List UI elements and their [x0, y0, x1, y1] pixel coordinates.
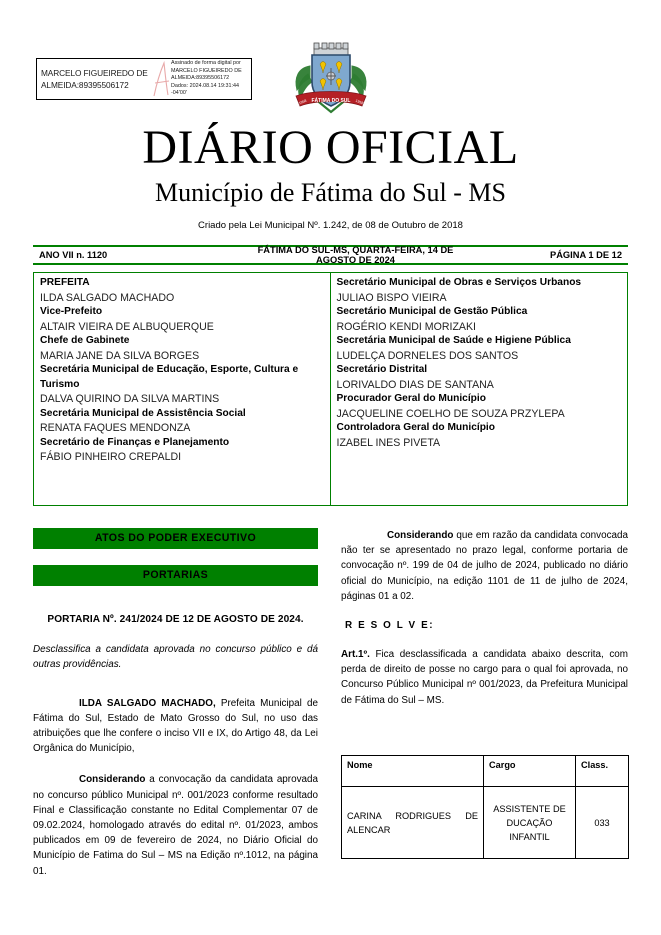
official-role: Secretária Municipal de Educação, Esporte, Cultura e Turismo	[40, 364, 299, 390]
official-role: Secretária Municipal de Saúde e Higiene Pública	[336, 335, 571, 346]
column-header-nome: Nome	[342, 756, 484, 787]
signature-flourish-icon	[153, 59, 171, 99]
masthead	[0, 122, 661, 233]
official-role: Secretário Municipal de Obras e Serviços Urbanos	[336, 277, 582, 288]
officials-column-left	[34, 273, 331, 505]
signature-details	[171, 60, 251, 97]
official-name: JACQUELINE COELHO DE SOUZA PRZYLEPA	[336, 407, 565, 420]
portaria-title: PORTARIA Nº. 241/2024 DE 12 DE AGOSTO DE 2024.	[47, 614, 304, 625]
official-role: Procurador Geral do Município	[336, 393, 486, 404]
preamble-mayor-name: ILDA SALGADO MACHADO,	[79, 697, 216, 709]
body-column-left	[33, 528, 318, 879]
table-header-row	[342, 756, 629, 787]
official-role: PREFEITA	[40, 277, 90, 288]
column-header-cargo: Cargo	[484, 756, 576, 787]
signature-detail-line2: MARCELO FIGUEIREDO DE	[171, 67, 242, 74]
official-role: Secretário de Finanças e Planejamento	[40, 436, 230, 448]
cell-class: 033	[576, 787, 629, 859]
table-row	[342, 787, 629, 859]
section-banner-executive-acts: ATOS DO PODER EXECUTIVO	[33, 528, 318, 549]
official-role: Controladora Geral do Município	[336, 422, 495, 433]
municipal-coat-of-arms-icon	[288, 40, 374, 122]
portaria-considerando-1	[33, 772, 318, 878]
official-role: Secretário Distrital	[336, 364, 428, 375]
candidates-table	[341, 755, 629, 859]
signature-detail-line3: ALMEIDA:89395506172	[171, 75, 230, 82]
svg-text:1958: 1958	[298, 98, 308, 106]
issue-number: ANO VII n. 1120	[39, 250, 108, 260]
considerando-text: a convocação da candidata aprovada no concurso público Municipal nº. 001/2023 conforme resultado Final e Classificação constante no Edital Complementar 07 de 09.02.2024, homologado através do edital nº. 01/2023, ambos publicados em 09 de fevereiro de 2024, no Diário Oficial do Município de Fatima do Sul – MS na Edição nº.1012, na página 01.	[33, 774, 318, 877]
svg-text:FÁTIMA DO SUL: FÁTIMA DO SUL	[311, 98, 351, 104]
portaria-preamble	[33, 696, 318, 757]
official-role: Secretária Municipal de Assistência Social	[40, 407, 246, 419]
official-role: Vice-Prefeito	[40, 306, 103, 317]
official-role: Chefe de Gabinete	[40, 335, 130, 346]
signature-detail-line1: Assinado de forma digital por	[171, 60, 241, 67]
official-name: ROGÉRIO KENDI MORIZAKI	[336, 320, 476, 333]
masthead-law-reference: Criado pela Lei Municipal Nº. 1.242, de 08 de Outubro de 2018	[198, 220, 463, 231]
official-name: DALVA QUIRINO DA SILVA MARTINS	[40, 393, 220, 405]
considerando-text: que em razão da candidata convocada não ter se apresentado no prazo legal, conforme portaria de convocação nº. 199 de 04 de julho de 2024, publicado no diário oficial do Município, na edição 1101 de 11 de julho de 2024, páginas 01 a 02.	[341, 530, 628, 602]
considerando-label: Considerando	[387, 530, 454, 541]
signature-detail-line4: Dados: 2024.08.14 19:31:44 -04'00'	[171, 82, 240, 97]
official-name: MARIA JANE DA SILVA BORGES	[40, 349, 200, 362]
official-name: JULIAO BISPO VIEIRA	[336, 291, 447, 304]
official-name: FÁBIO PINHEIRO CREPALDI	[40, 451, 182, 463]
body-column-right	[341, 528, 628, 708]
official-role: Secretário Municipal de Gestão Pública	[336, 306, 528, 317]
preamble-text: Prefeita Municipal de Fátima do Sul, Estado de Mato Grosso do Sul, no uso das atribuições que lhe confere o inciso VII e IX, do Artigo 48, da Lei Orgânica do Município,	[33, 697, 318, 755]
official-name: IZABEL INES PIVETA	[336, 436, 441, 449]
section-banner-portarias: PORTARIAS	[33, 565, 318, 586]
issue-info-bar	[33, 245, 628, 265]
column-header-class: Class.	[576, 756, 629, 787]
masthead-subtitle: Município de Fátima do Sul - MS	[155, 178, 506, 207]
portaria-considerando-2	[341, 528, 628, 604]
article-label: Art.1º.	[341, 649, 370, 661]
cell-cargo: ASSISTENTE DE DUCAÇÃO INFANTIL	[484, 787, 576, 859]
signature-name-line1: MARCELO FIGUEIREDO DE	[41, 68, 148, 78]
official-name: LORIVALDO DIAS DE SANTANA	[336, 378, 494, 391]
portaria-summary: Desclassifica a candidata aprovada no concurso público e dá outras providências.	[33, 643, 318, 670]
signature-name-line2: ALMEIDA:89395506172	[41, 80, 129, 90]
official-name: ILDA SALGADO MACHADO	[40, 291, 175, 304]
official-name: RENATA FAQUES MENDONZA	[40, 422, 191, 434]
official-name: LUDELÇA DORNELES DOS SANTOS	[336, 349, 519, 362]
officials-column-right	[331, 273, 628, 505]
considerando-label: Considerando	[79, 774, 146, 786]
officials-box	[33, 272, 628, 506]
official-name: ALTAIR VIEIRA DE ALBUQUERQUE	[40, 320, 214, 333]
signature-name	[37, 67, 153, 91]
svg-text:1958: 1958	[354, 98, 364, 106]
article-text: Fica desclassificada a candidata abaixo descrita, com perda de direito de posse no cargo para o qual foi aprovada, no Concurso Público Municipal nº 001/2023, da Prefeitura Municipal de Fátima do Sul – MS.	[341, 649, 628, 706]
cell-nome: CARINA RODRIGUES DE ALENCAR	[342, 787, 484, 859]
page-indicator: PÁGINA 1 DE 12	[550, 250, 622, 260]
issue-place-date: FÁTIMA DO SUL-MS, QUARTA-FEIRA, 14 DE AGOSTO DE 2024	[257, 245, 454, 265]
digital-signature-stamp	[36, 58, 252, 100]
resolve-heading: R E S O L V E:	[345, 620, 435, 632]
portaria-article-1	[341, 647, 628, 708]
page-title: DIÁRIO OFICIAL	[142, 121, 519, 174]
